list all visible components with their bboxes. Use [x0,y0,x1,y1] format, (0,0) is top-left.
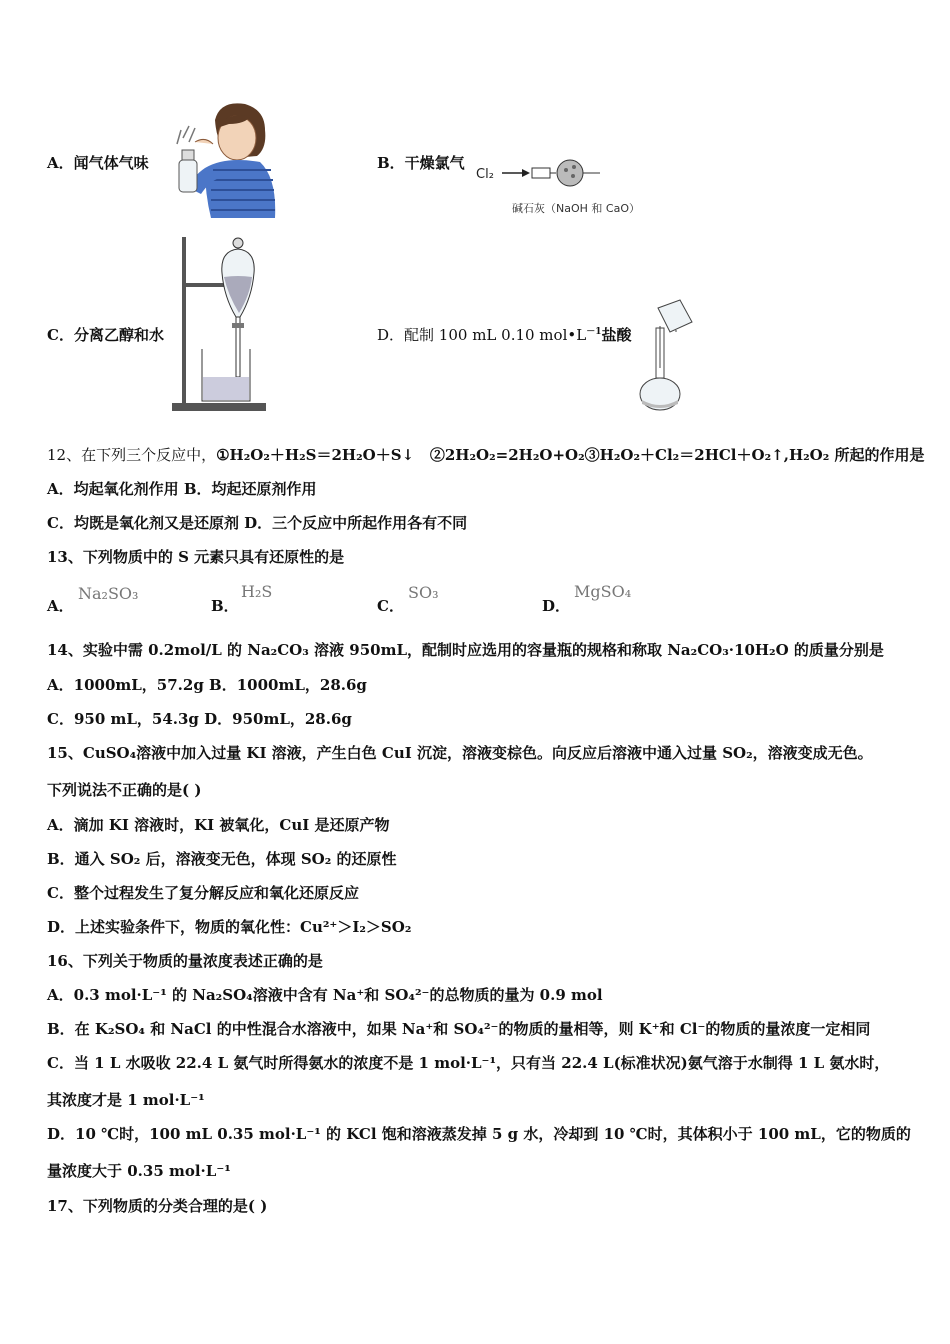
q13-stem: 13、下列物质中的 S 元素只具有还原性的是 [47,548,345,566]
q12-options-ab: A．均起氧化剂作用 B．均起还原剂作用 [47,480,317,498]
q11-option-b: B．干燥氯气 [377,154,465,172]
q11-option-d-prefix: D．配制 100 mL 0.10 mol•L [377,326,587,344]
q11-option-d-sup: －1 [586,327,602,337]
q16-option-d-line1: D．10 ℃时，100 mL 0.35 mol·L⁻¹ 的 KCl 饱和溶液蒸发掉 5 g 水，冷却到 10 ℃时，其体积小于 100 mL，它的物质的 [47,1125,911,1143]
q15-stem-line2: 下列说法不正确的是( ) [47,781,202,799]
q16-option-d-line2: 量浓度大于 0.35 mol·L⁻¹ [47,1162,231,1180]
q15-option-d: D．上述实验条件下，物质的氧化性：Cu²⁺＞I₂＞SO₂ [47,918,412,936]
q16-option-b: B．在 K₂SO₄ 和 NaCl 的中性混合水溶液中，如果 Na⁺和 SO₄²⁻的物质的量相等，则 K⁺和 Cl⁻的物质的量浓度一定相同 [47,1020,871,1038]
q12-stem-suffix: H₂O₂ 所起的作用是 [788,446,925,464]
q16-option-c-line2: 其浓度才是 1 mol·L⁻¹ [47,1091,205,1109]
person-smelling-illustration [165,98,280,220]
q15-option-b: B．通入 SO₂ 后，溶液变无色，体现 SO₂ 的还原性 [47,850,397,868]
q16-stem: 16、下列关于物质的量浓度表述正确的是 [47,952,323,970]
drying-tube-diagram [474,152,674,222]
q15-option-a: A．滴加 KI 溶液时，KI 被氧化，CuI 是还原产物 [47,816,390,834]
q13-option-a-label: A． [47,597,74,615]
q12-stem-prefix: 12、在下列三个反应中， [47,446,217,464]
q13-option-b-formula: H₂S [241,582,273,601]
q12-stem [47,445,925,465]
b-fig-gas-label: Cl₂ [476,167,494,182]
q15-stem-line1: 15、CuSO₄溶液中加入过量 KI 溶液，产生白色 CuI 沉淀，溶液变棕色。向反应后溶液中通入过量 SO₂，溶液变成无色。 [47,744,873,762]
q14-options-ab: A．1000mL，57.2g B．1000mL，28.6g [47,676,367,694]
q13-option-b-label: B． [211,597,239,615]
q16-option-a: A．0.3 mol·L⁻¹ 的 Na₂SO₄溶液中含有 Na⁺和 SO₄²⁻的总物质的量为 0.9 mol [47,986,603,1004]
q15-option-c: C．整个过程发生了复分解反应和氧化还原反应 [47,884,359,902]
q13-option-c-formula: SO₃ [408,583,439,602]
q11-option-c: C．分离乙醇和水 [47,326,164,344]
q14-stem: 14、实验中需 0.2mol/L 的 Na₂CO₃ 溶液 950mL，配制时应选用的容量瓶的规格和称取 Na₂CO₃·10H₂O 的质量分别是 [47,641,884,659]
q13-option-d-formula: MgSO₄ [574,582,632,601]
q12-reaction-2: ②2H₂O₂=2H₂O+O₂ [429,446,585,464]
q13-option-d-label: D． [542,597,571,615]
q12-reaction-3: ③H₂O₂＋Cl₂＝2HCl＋O₂↑, [584,446,789,464]
q12-options-cd: C．均既是氧化剂又是还原剂 D．三个反应中所起作用各有不同 [47,514,468,532]
q11-option-d [377,324,631,345]
q16-option-c-line1: C．当 1 L 水吸收 22.4 L 氨气时所得氨水的浓度不是 1 mol·L⁻¹，只有当 22.4 L(标准状况)氨气溶于水制得 1 L 氨水时， [47,1054,890,1072]
q17-stem: 17、下列物质的分类合理的是( ) [47,1197,268,1215]
q12-reaction-1: ①H₂O₂＋H₂S＝2H₂O＋S↓ [216,446,415,464]
q11-option-a: A．闻气体气味 [47,154,149,172]
q14-options-cd: C．950 mL，54.3g D．950mL，28.6g [47,710,352,728]
q11-option-d-suffix: 盐酸 [601,326,632,344]
separatory-funnel-apparatus [172,233,272,413]
b-fig-caption: 碱石灰（NaOH 和 CaO） [512,202,640,215]
q13-option-a-formula: Na₂SO₃ [78,584,139,603]
q13-option-c-label: C． [377,597,404,615]
volumetric-flask-pouring-diagram [630,296,720,416]
